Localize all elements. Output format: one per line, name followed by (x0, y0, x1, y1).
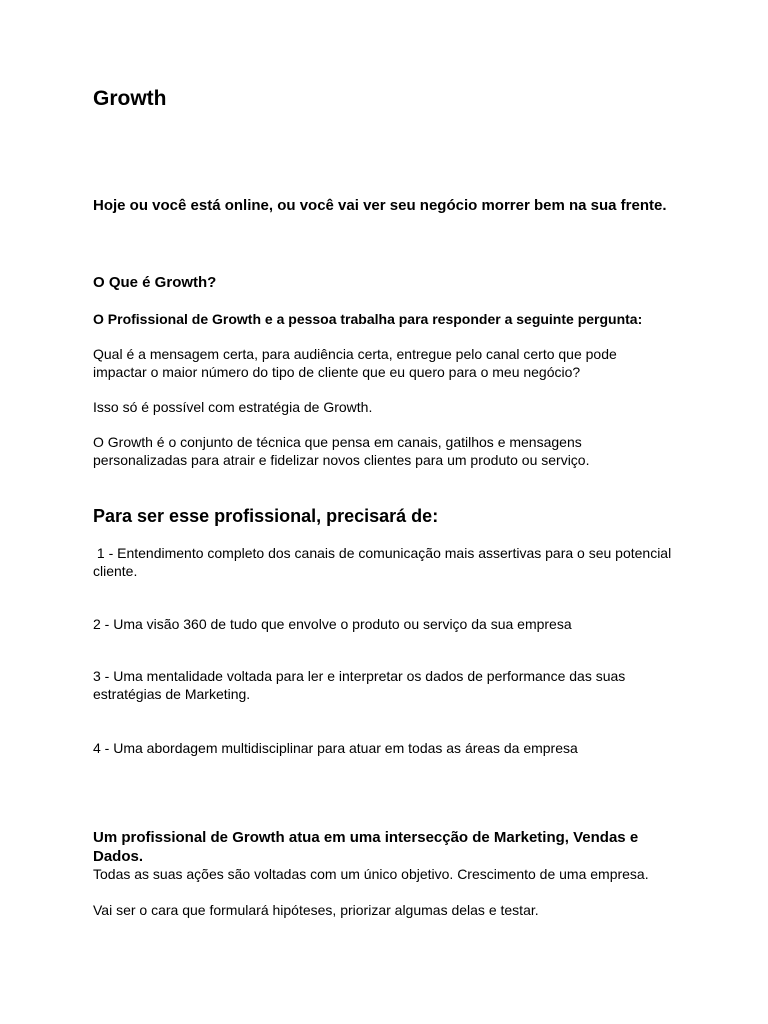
section-heading-what-is-growth: O Que é Growth? (93, 274, 217, 291)
paragraph: Isso só é possível com estratégia de Growth. (93, 399, 373, 415)
document-title: Growth (93, 87, 167, 110)
lead-statement: Hoje ou você está online, ou você vai ver seu negócio morrer bem na sua frente. (93, 197, 667, 214)
paragraph: O Growth é o conjunto de técnica que pensa em canais, gatilhos e mensagens personalizadas para atrair e fidelizar novos clientes para um produto ou serviço. (93, 434, 590, 468)
list-item: 2 - Uma visão 360 de tudo que envolve o produto ou serviço da sua empresa (93, 616, 572, 632)
paragraph: Todas as suas ações são voltadas com um único objetivo. Crescimento de uma empresa. (93, 866, 649, 882)
section-heading-requirements: Para ser esse profissional, precisará de: (93, 506, 439, 526)
closing-heading: Um profissional de Growth atua em uma intersecção de Marketing, Vendas e Dados. (93, 829, 639, 865)
section-subheading: O Profissional de Growth e a pessoa trabalha para responder a seguinte pergunta: (93, 311, 643, 327)
list-item: 4 - Uma abordagem multidisciplinar para atuar em todas as áreas da empresa (93, 740, 578, 756)
list-item: 3 - Uma mentalidade voltada para ler e interpretar os dados de performance das suas estratégias de Marketing. (93, 668, 626, 702)
list-item: 1 - Entendimento completo dos canais de comunicação mais assertivas para o seu potencial cliente. (93, 545, 676, 579)
paragraph: Qual é a mensagem certa, para audiência certa, entregue pelo canal certo que pode impactar o maior número do tipo de cliente que eu quero para o meu negócio? (93, 346, 617, 380)
paragraph: Vai ser o cara que formulará hipóteses, priorizar algumas delas e testar. (93, 902, 539, 918)
